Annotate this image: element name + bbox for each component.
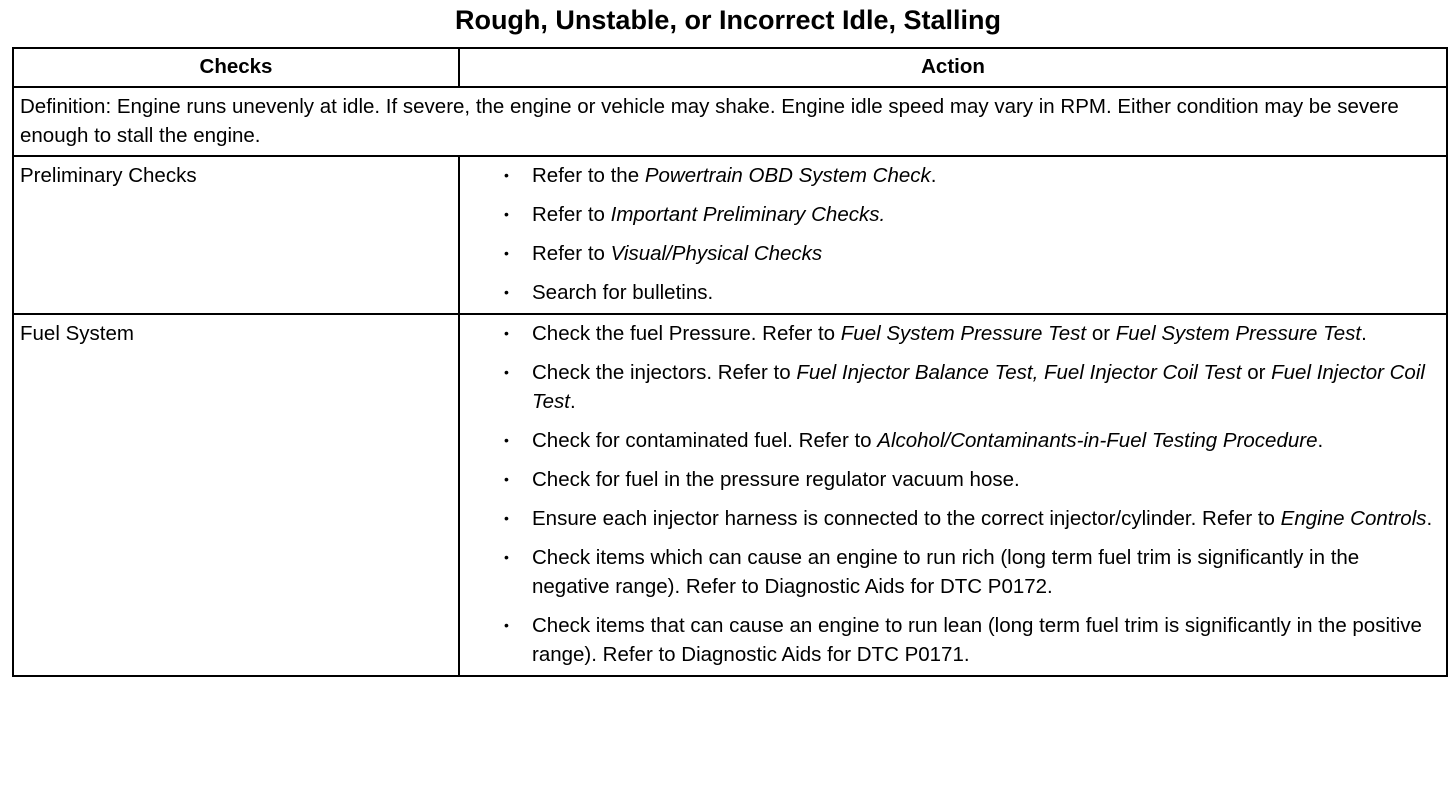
action-item [460, 319, 1438, 348]
action-text-end: . [1426, 507, 1433, 530]
action-text-mid: or [1241, 361, 1272, 384]
table-row [13, 156, 1447, 314]
action-item [460, 358, 1438, 416]
action-text: Search for bulletins. [532, 281, 714, 304]
action-reference: Visual/Physical Checks [610, 242, 823, 265]
action-text-end: . [1317, 429, 1324, 452]
action-item [460, 426, 1438, 455]
header-action: Action [459, 48, 1447, 87]
action-reference: Powertrain OBD System Check [644, 164, 931, 187]
action-text-end: . [570, 390, 576, 413]
action-item [460, 543, 1438, 601]
action-reference-2: Fuel Injector Coil Test [532, 361, 1425, 413]
action-item [460, 465, 1438, 494]
action-reference: Alcohol/Contaminants-in-Fuel Testing Procedure [877, 429, 1318, 452]
action-text: Refer to [532, 242, 611, 265]
diagnostic-table [12, 47, 1448, 677]
action-item [460, 161, 1438, 190]
action-text: Check items which can cause an engine to run rich (long term fuel trim is significantly in the negative range). Refer to Diagnostic Aids for DTC P0172. [532, 546, 1360, 598]
action-reference: Fuel System Pressure Test [840, 322, 1087, 345]
action-reference: Important Preliminary Checks. [610, 203, 886, 226]
action-item [460, 504, 1438, 533]
action-text-end: . [930, 164, 937, 187]
action-reference: Engine Controls [1280, 507, 1427, 530]
action-cell [459, 156, 1447, 314]
action-text: Check items that can cause an engine to run lean (long term fuel trim is significantly in the positive range). Refer to Diagnostic Aids for DTC P0171. [532, 614, 1422, 666]
page-title: Rough, Unstable, or Incorrect Idle, Stalling [454, 5, 1002, 35]
action-text-mid: or [1086, 322, 1116, 345]
action-text: Refer to [532, 203, 611, 226]
action-item [460, 239, 1438, 268]
table-header-row [13, 48, 1447, 87]
action-text-end: . [1361, 322, 1367, 345]
action-text: Check for contaminated fuel. Refer to [532, 429, 878, 452]
definition-text: Definition: Engine runs unevenly at idle. If severe, the engine or vehicle may shake. Engine idle speed may vary in RPM. Either condition may be severe enough to stall the engine. [13, 87, 1447, 156]
action-cell [459, 314, 1447, 676]
definition-row [13, 87, 1447, 156]
action-text: Refer to the [532, 164, 645, 187]
action-item [460, 278, 1438, 307]
header-checks: Checks [13, 48, 459, 87]
action-reference: Fuel Injector Balance Test, Fuel Injector Coil Test [796, 361, 1242, 384]
action-text: Check the injectors. Refer to [532, 361, 797, 384]
action-text: Ensure each injector harness is connected to the correct injector/cylinder. Refer to [532, 507, 1281, 530]
table-row [13, 314, 1447, 676]
action-item [460, 200, 1438, 229]
action-text: Check the fuel Pressure. Refer to [532, 322, 841, 345]
action-text: Check for fuel in the pressure regulator vacuum hose. [532, 468, 1020, 491]
action-reference-2: Fuel System Pressure Test [1115, 322, 1362, 345]
action-item [460, 611, 1438, 669]
check-label: Preliminary Checks [13, 156, 459, 314]
check-label: Fuel System [13, 314, 459, 676]
